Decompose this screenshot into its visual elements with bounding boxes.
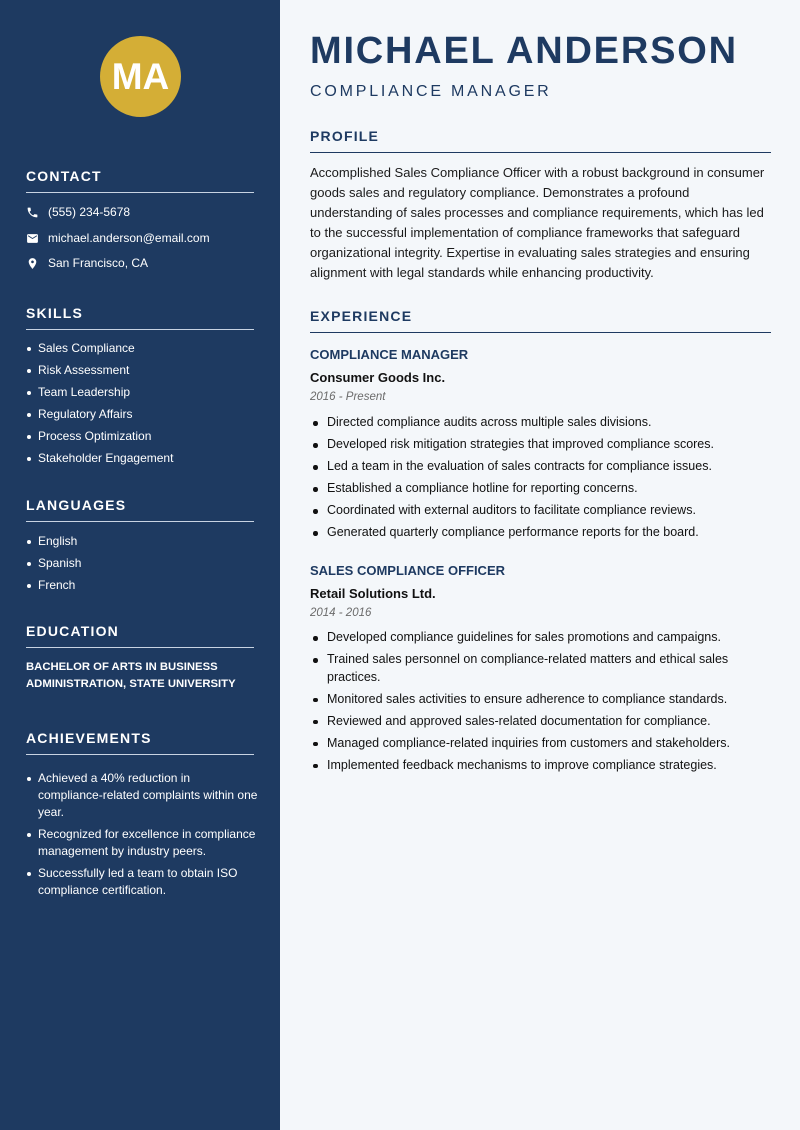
language-item: French (26, 577, 258, 594)
language-item: Spanish (26, 555, 258, 572)
job-bullet: Managed compliance-related inquiries from customers and stakeholders. (310, 735, 775, 753)
job-bullet: Developed risk mitigation strategies that improved compliance scores. (310, 436, 775, 454)
main-content (280, 0, 800, 1130)
job-title: COMPLIANCE MANAGER (310, 347, 469, 362)
job-bullet: Implemented feedback mechanisms to improve compliance strategies. (310, 757, 775, 775)
job-dates: 2014 - 2016 (310, 607, 372, 619)
contact-location (26, 256, 148, 270)
job-bullet: Generated quarterly compliance performance reports for the board. (310, 524, 775, 542)
candidate-name: MICHAEL ANDERSON (310, 30, 738, 72)
job-bullet: Led a team in the evaluation of sales contracts for compliance issues. (310, 458, 775, 476)
education-degree: BACHELOR OF ARTS IN BUSINESS ADMINISTRATION, STATE UNIVERSITY (26, 661, 236, 690)
languages-heading: LANGUAGES (26, 497, 254, 522)
skill-item: Stakeholder Engagement (26, 450, 258, 467)
job-bullet: Trained sales personnel on compliance-related matters and ethical sales practices. (310, 651, 775, 686)
job-title: SALES COMPLIANCE OFFICER (310, 563, 506, 578)
avatar: MA (100, 36, 181, 117)
education-heading: EDUCATION (26, 623, 254, 648)
job-bullet: Monitored sales activities to ensure adherence to compliance standards. (310, 691, 775, 709)
job-bullets (310, 414, 775, 542)
achievement-item: Successfully led a team to obtain ISO compliance certification. (26, 865, 258, 899)
job-bullet: Established a compliance hotline for reporting concerns. (310, 480, 775, 498)
achievement-item: Recognized for excellence in compliance management by industry peers. (26, 826, 258, 860)
profile-heading: PROFILE (310, 128, 771, 153)
job-bullets (310, 629, 775, 774)
languages-list (26, 533, 258, 594)
sidebar (0, 0, 280, 1130)
achievements-heading: ACHIEVEMENTS (26, 730, 254, 755)
experience-heading: EXPERIENCE (310, 308, 771, 333)
contact-heading: CONTACT (26, 168, 254, 193)
job-bullet: Developed compliance guidelines for sales promotions and campaigns. (310, 629, 775, 647)
location-pin-icon (26, 257, 39, 270)
achievement-item: Achieved a 40% reduction in compliance-related complaints within one year. (26, 770, 258, 821)
mail-icon (26, 232, 39, 245)
contact-email (26, 231, 210, 245)
language-item: English (26, 533, 258, 550)
skills-heading: SKILLS (26, 305, 254, 330)
skills-list (26, 340, 258, 467)
contact-phone (26, 205, 130, 219)
profile-text: Accomplished Sales Compliance Officer with a robust background in consumer goods sales and regulatory compliance. Demonstrates a profound understanding of sales processes and compliance requirements, which has led to the successful implementation of compliance frameworks that safeguard organizational integrity. Expertise in evaluating sales strategies and ensuring alignment with legal standards while enhancing productivity. (310, 165, 765, 280)
phone-icon (26, 206, 39, 219)
skill-item: Risk Assessment (26, 362, 258, 379)
achievements-list (26, 770, 258, 899)
skill-item: Sales Compliance (26, 340, 258, 357)
job-dates: 2016 - Present (310, 391, 386, 403)
phone-text: (555) 234-5678 (48, 205, 131, 219)
job-bullet: Directed compliance audits across multiple sales divisions. (310, 414, 775, 432)
skill-item: Regulatory Affairs (26, 406, 258, 423)
email-text[interactable]: michael.anderson@email.com (48, 231, 210, 245)
job-company: Retail Solutions Ltd. (310, 586, 436, 601)
job-bullet: Reviewed and approved sales-related documentation for compliance. (310, 713, 775, 731)
job-bullet: Coordinated with external auditors to facilitate compliance reviews. (310, 502, 775, 520)
job-company: Consumer Goods Inc. (310, 370, 446, 385)
location-text: San Francisco, CA (48, 256, 149, 270)
candidate-title: COMPLIANCE MANAGER (310, 83, 552, 100)
skill-item: Team Leadership (26, 384, 258, 401)
skill-item: Process Optimization (26, 428, 258, 445)
